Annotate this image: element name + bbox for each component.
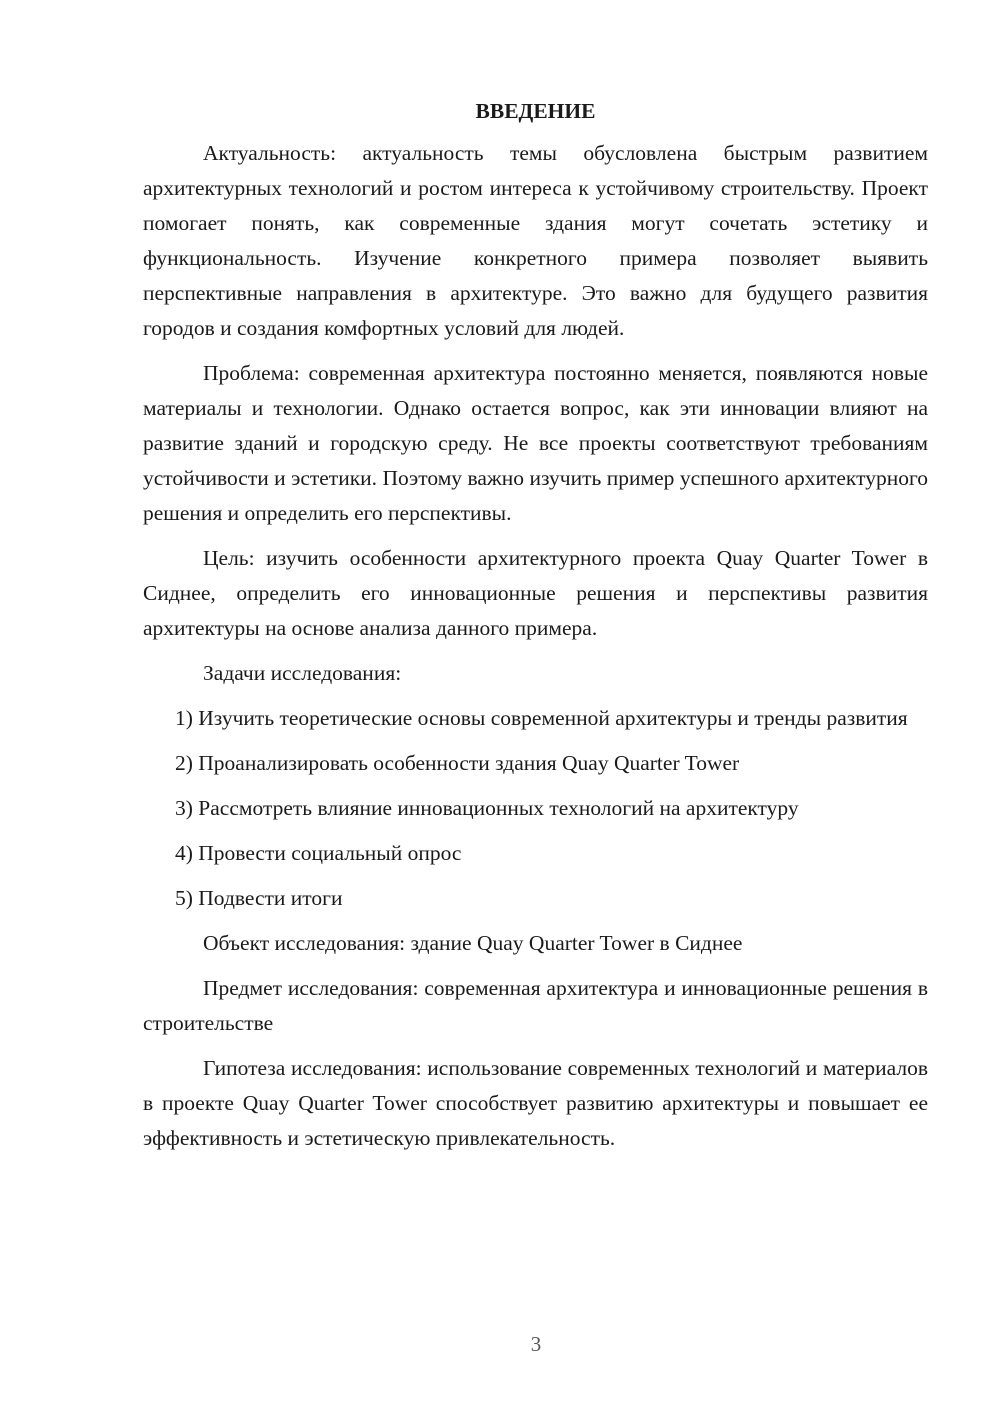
task-item: 5) Подвести итоги [175,886,343,910]
hypothesis-paragraph: Гипотеза исследования: использование современных технологий и материалов в проекте Quay Quarter Tower способствует развитию архитектуры и повышает ее эффективность и эстетическую привлекательность. [143,1056,928,1150]
object-paragraph: Объект исследования: здание Quay Quarter Tower в Сиднее [203,931,743,955]
section-title: ВВЕДЕНИЕ [475,99,596,123]
subject-paragraph: Предмет исследования: современная архитектура и инновационные решения в строительстве [143,976,928,1035]
task-item: 4) Провести социальный опрос [175,841,462,865]
tasks-heading: Задачи исследования: [203,661,402,685]
task-item: 2) Проанализировать особенности здания Quay Quarter Tower [175,751,740,775]
document-page [143,96,928,1156]
page-number: 3 [530,1332,542,1356]
task-item: 3) Рассмотреть влияние инновационных технологий на архитектуру [175,796,799,820]
goal-paragraph: Цель: изучить особенности архитектурного проекта Quay Quarter Tower в Сиднее, определить его инновационные решения и перспективы развития архитектуры на основе анализа данного примера. [143,546,928,640]
problem-paragraph: Проблема: современная архитектура постоянно меняется, появляются новые материалы и технологии. Однако остается вопрос, как эти инновации влияют на развитие зданий и городскую среду. Не все проекты соответствуют требованиям устойчивости и эстетики. Поэтому важно изучить пример успешного архитектурного решения и определить его перспективы. [143,361,928,525]
relevance-paragraph: Актуальность: актуальность темы обусловлена быстрым развитием архитектурных технологий и ростом интереса к устойчивому строительству. Проект помогает понять, как современные здания могут сочетать эстетику и функциональность. Изучение конкретного примера позволяет выявить перспективные направления в архитектуре. Это важно для будущего развития городов и создания комфортных условий для людей. [143,141,928,340]
task-item: 1) Изучить теоретические основы современной архитектуры и тренды развития [175,706,908,730]
